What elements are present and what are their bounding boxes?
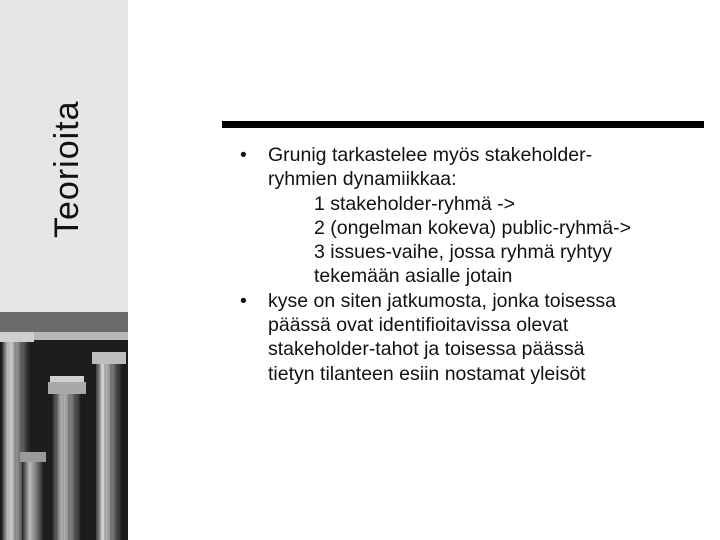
bullet-item (240, 289, 710, 386)
bullet-text-line: kyse on siten jatkumosta, jonka toisessa (268, 289, 616, 312)
heading-rule (222, 121, 704, 128)
columns-image (0, 312, 128, 540)
bullet-symbol: • (240, 289, 247, 312)
bullet-text-line: Grunig tarkastelee myös stakeholder- (268, 144, 593, 166)
bullet-text-line: tietyn tilanteen esiin nostamat yleisöt (268, 362, 586, 385)
sub-text-line: 3 issues-vaihe, jossa ryhmä ryhtyy (314, 241, 613, 264)
bullet-symbol: • (240, 144, 247, 166)
bullet-list (240, 143, 710, 386)
bullet-text-line: ryhmien dynamiikkaa: (268, 168, 457, 191)
bullet-item (240, 143, 710, 289)
sub-text-line: 2 (ongelman kokeva) public-ryhmä-> (314, 216, 632, 239)
bullet-text-line: stakeholder-tahot ja toisessa päässä (268, 338, 585, 361)
sidebar-panel (0, 0, 128, 540)
sidebar-title: Teorioita (48, 100, 86, 238)
sub-text-line: tekemään asialle jotain (314, 265, 513, 288)
sub-text-line: 1 stakeholder-ryhmä -> (314, 192, 516, 215)
bullet-text-line: päässä ovat identifioitavissa olevat (268, 314, 569, 337)
